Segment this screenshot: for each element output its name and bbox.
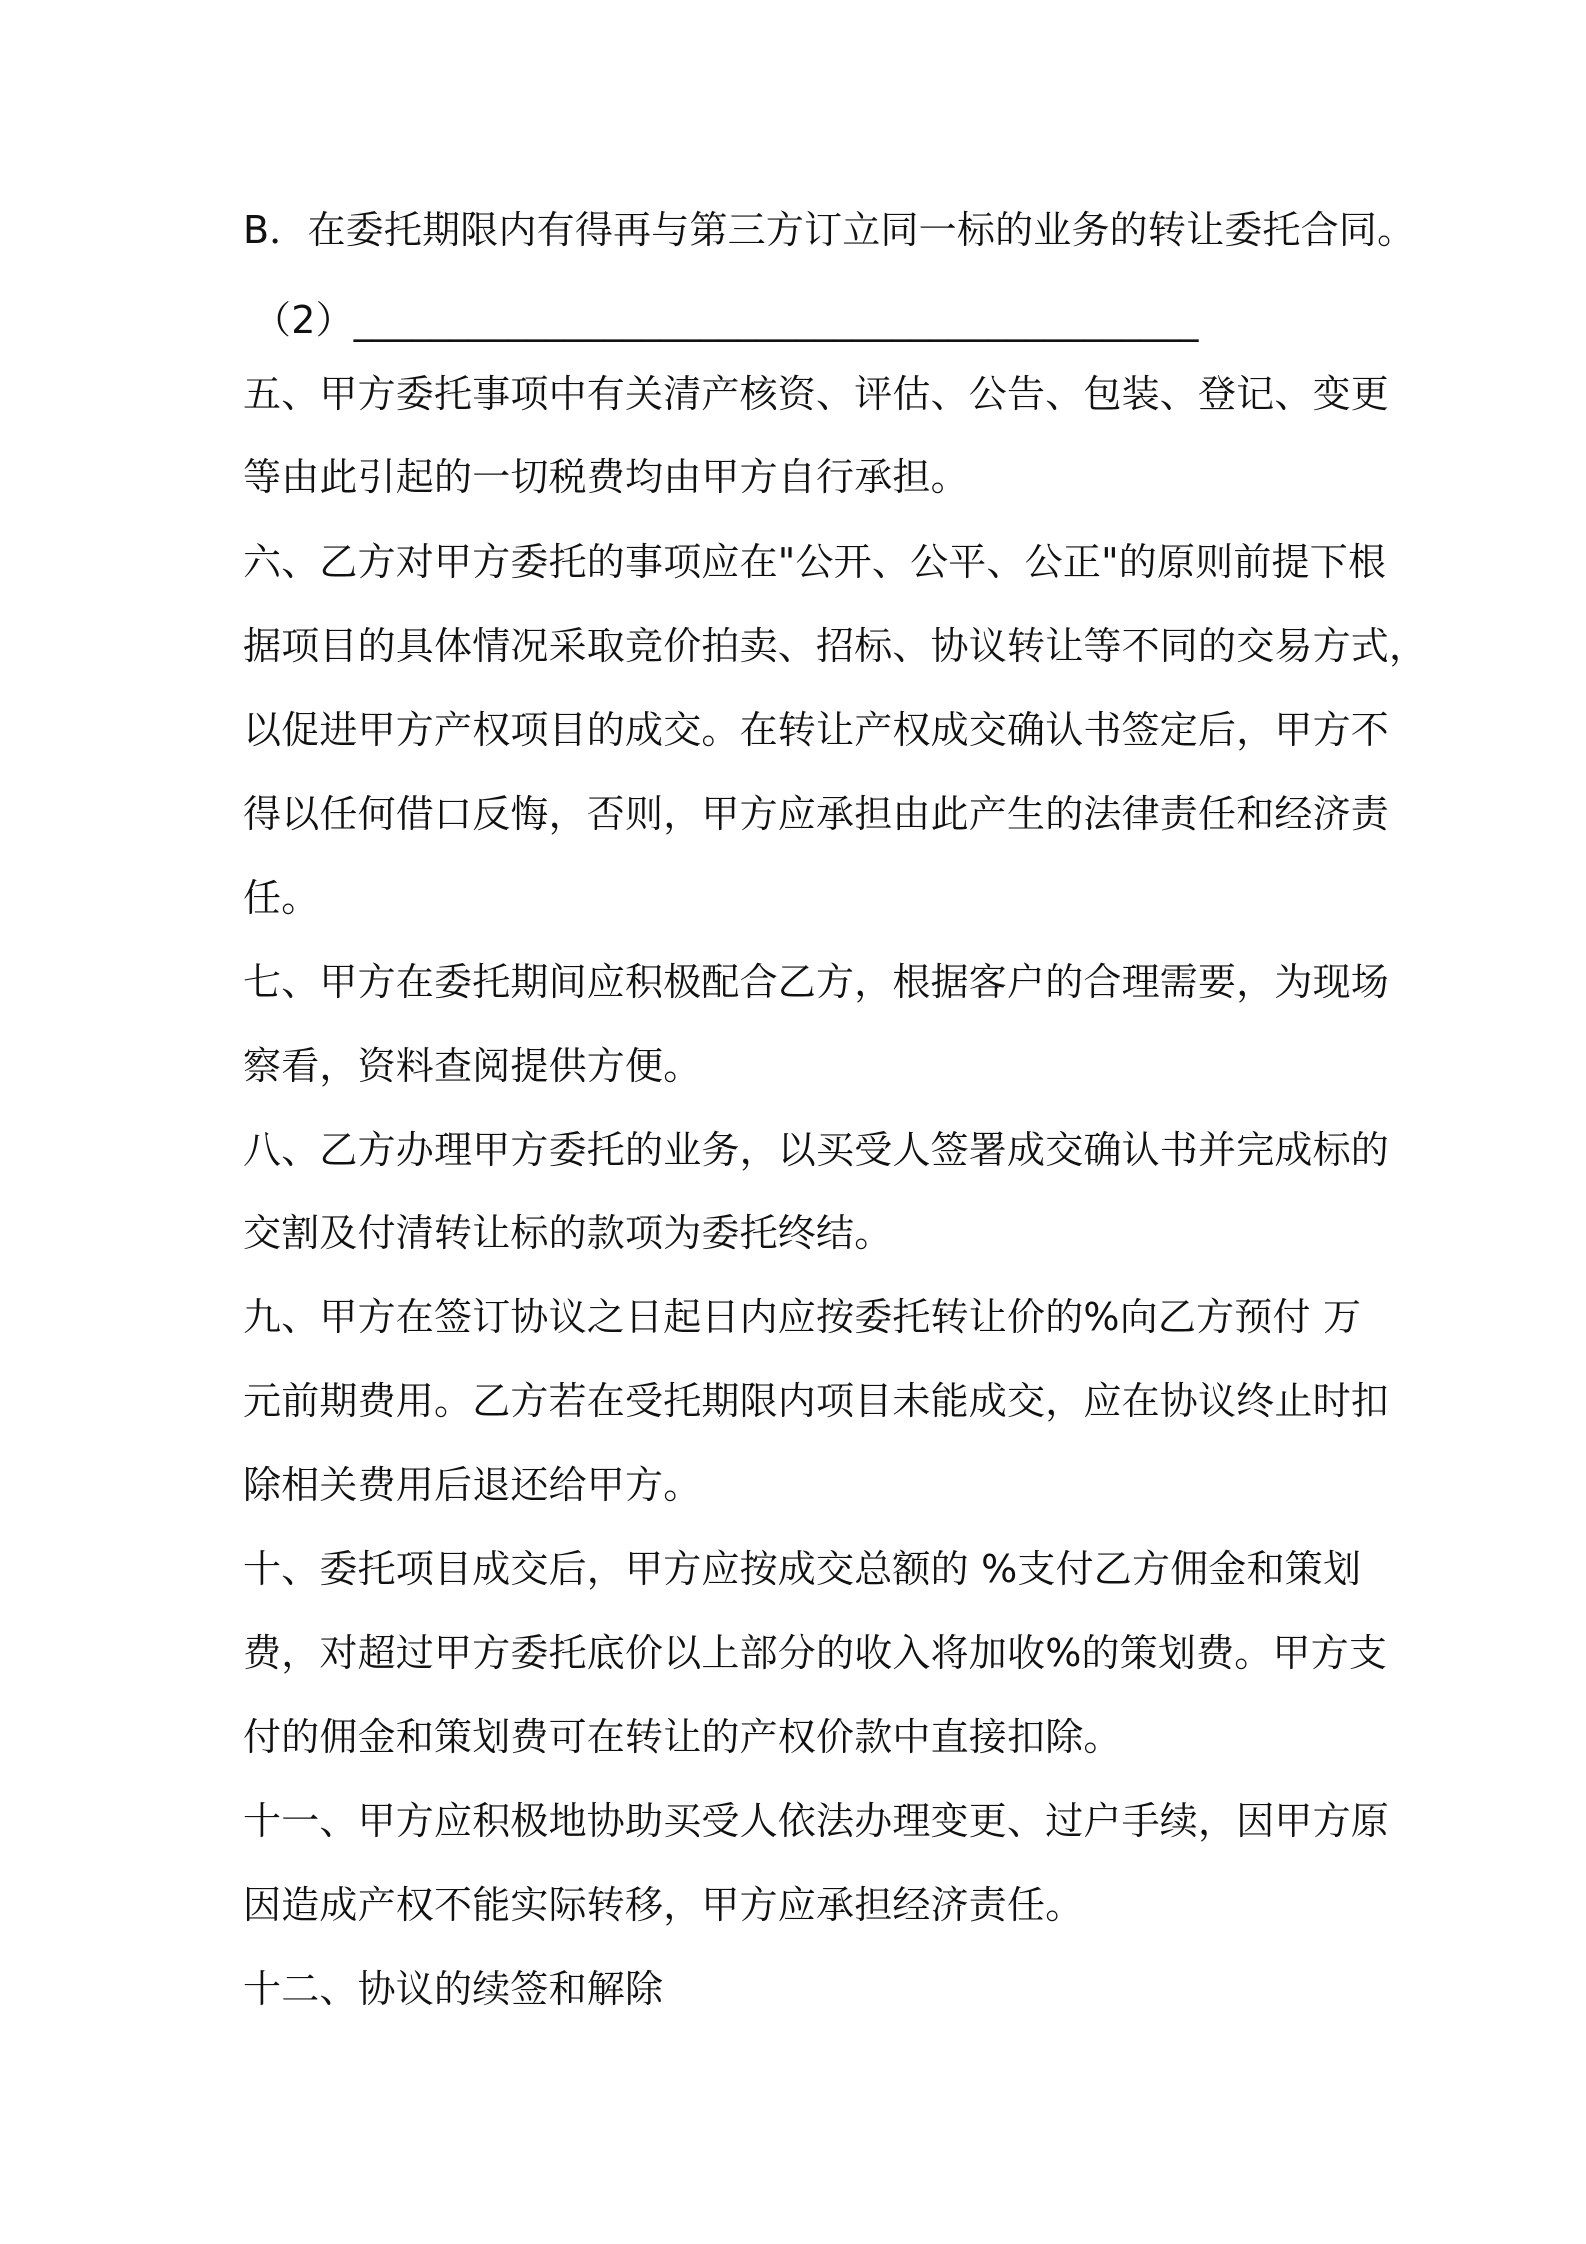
text-line-20: 十一、甲方应积极地协助买受人依法办理变更、过户手续，因甲方原	[243, 1799, 1390, 1843]
text-line-7: 以促进甲方产权项目的成交。在转让产权成交确认书签定后，甲方不	[243, 708, 1390, 752]
text-line-2: （2）____________________________________________	[253, 298, 1199, 342]
text-line-12: 八、乙方办理甲方委托的业务，以买受人签署成交确认书并完成标的	[243, 1128, 1390, 1172]
text-line-3: 五、甲方委托事项中有关清产核资、评估、公告、包装、登记、变更	[243, 372, 1390, 416]
text-line-4: 等由此引起的一切税费均由甲方自行承担。	[243, 455, 969, 499]
text-line-14: 九、甲方在签订协议之日起日内应按委托转让价的%向乙方预付 万	[243, 1295, 1362, 1339]
text-line-9: 任。	[243, 876, 320, 920]
text-line-16: 除相关费用后退还给甲方。	[243, 1463, 702, 1507]
text-line-11: 察看，资料查阅提供方便。	[243, 1044, 702, 1088]
text-line-18: 费，对超过甲方委托底价以上部分的收入将加收%的策划费。甲方支	[243, 1631, 1388, 1675]
text-line-17: 十、委托项目成交后，甲方应按成交总额的 %支付乙方佣金和策划	[243, 1547, 1362, 1591]
text-line-10: 七、甲方在委托期间应积极配合乙方，根据客户的合理需要，为现场	[243, 960, 1390, 1004]
text-line-21: 因造成产权不能实际转移，甲方应承担经济责任。	[243, 1883, 1084, 1927]
text-line-22: 十二、协议的续签和解除	[243, 1967, 664, 2011]
text-line-6: 据项目的具体情况采取竞价拍卖、招标、协议转让等不同的交易方式，	[243, 624, 1428, 668]
text-line-1: B．在委托期限内有得再与第三方订立同一标的业务的转让委托合同。	[243, 208, 1416, 252]
text-line-19: 付的佣金和策划费可在转让的产权价款中直接扣除。	[243, 1715, 1122, 1759]
text-line-5: 六、乙方对甲方委托的事项应在"公开、公平、公正"的原则前提下根	[243, 540, 1387, 584]
text-line-13: 交割及付清转让标的款项为委托终结。	[243, 1211, 893, 1255]
text-line-8: 得以任何借口反悔，否则，甲方应承担由此产生的法律责任和经济责	[243, 792, 1390, 836]
text-line-15: 元前期费用。乙方若在受托期限内项目未能成交，应在协议终止时扣	[243, 1379, 1390, 1423]
